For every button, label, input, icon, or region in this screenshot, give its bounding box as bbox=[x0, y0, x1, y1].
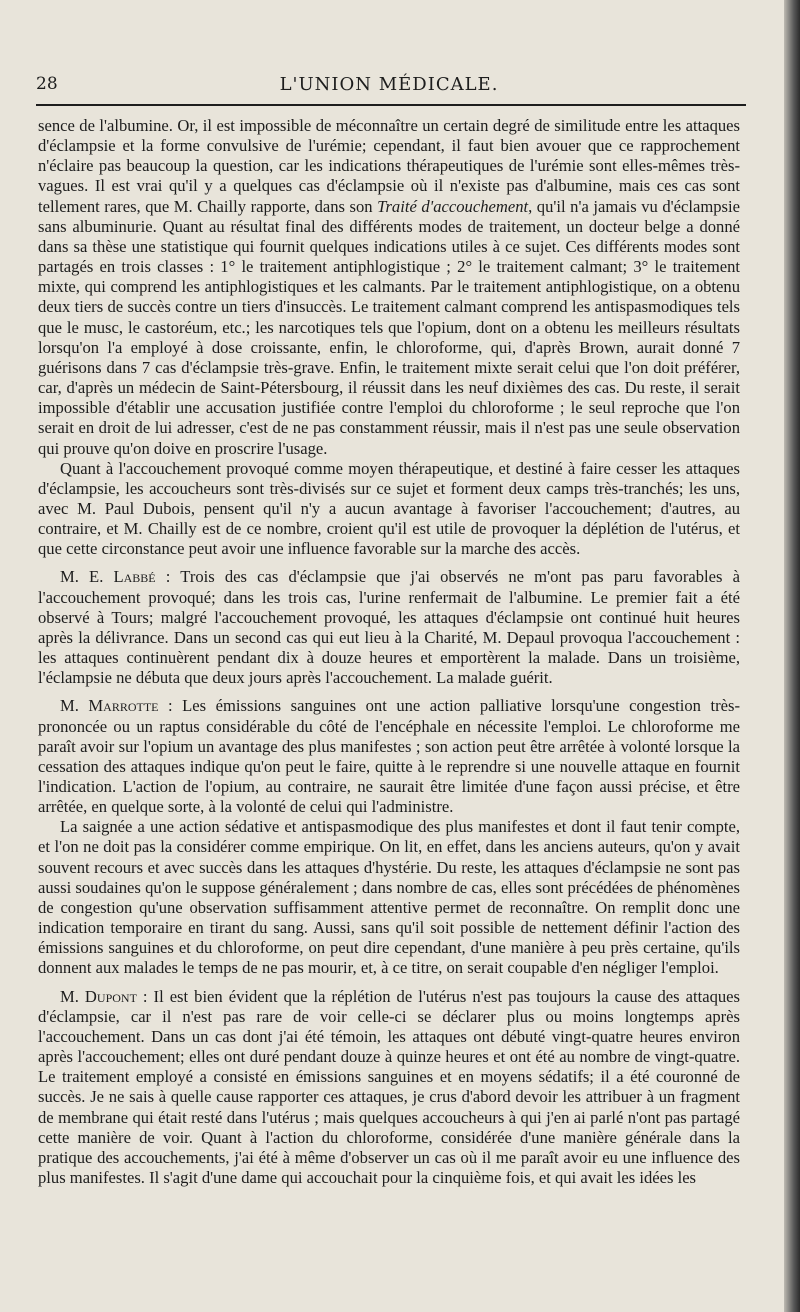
running-title: L'UNION MÉDICALE. bbox=[279, 74, 499, 95]
page-header bbox=[36, 70, 742, 98]
page-number: 28 bbox=[36, 74, 58, 94]
speaker-name: M. Dupont : bbox=[60, 986, 148, 1006]
paragraph-text: Les émissions sanguines ont une action palliative lorsqu'une congestion très-prononcée ou un raptus considérable du côté de l'encéphale en nécessite l'emploi. Le chloroforme me paraît avoir sur l'opium un avantage des plus manifestes ; son action peut être arrêtée à volonté lorsque la cessation des attaques indique qu'on peut le faire, quitte à le reprendre si une nouvelle attaque en fournit l'indication. L'action de l'opium, au contraire, ne saurait être limitée d'une façon aussi précise, et être arrêtée, en quelque sorte, à la volonté de celui qui l'administre. bbox=[38, 696, 740, 817]
article-body bbox=[38, 116, 740, 1188]
paragraph-text: La saignée a une action sédative et antispasmodique des plus manifestes et dont il faut tenir compte, et l'on ne doit pas la considérer comme empirique. On lit, en effet, dans les anciens auteurs, qu'on y avait souvent recours et avec succès dans les attaques d'hystérie. Du reste, les attaques d'éclampsie ne sont pas aussi soudaines qu'on le suppose généralement ; dans nombre de cas, elles sont précédées de phénomènes de congestion qu'une observation suffisamment attentive permet de reconnaître. On remplit donc une indication temporaire en tirant du sang. Aussi, sans qu'il soit possible de nettement définir l'action des émissions sanguines et du chloroforme, on peut dire cependant, d'une manière à peu près certaine, qu'ils donnent aux malades le temps de ne pas mourir, et, à ce titre, on serait coupable d'en négliger l'emploi. bbox=[38, 817, 740, 978]
speaker-name: M. E. Labbé : bbox=[60, 567, 171, 587]
page-edge-shadow bbox=[784, 0, 800, 1312]
speaker-name: M. Marrotte : bbox=[60, 696, 173, 716]
paragraph-text: sence de l'albumine. Or, il est impossible de méconnaître un certain degré de similitude entre les attaques d'éclampsie et la forme convulsive de l'urémie; cependant, il faut bien avouer que ce rapprochement n'éclaire pas beaucoup la question, car les indications thérapeutiques de l'urémie sont elles-mêmes très-vagues. Il est vrai qu'il y a quelques cas d'éclampsie où il n'existe pas d'albumine, mais ces cas sont tellement rares, que M. Chailly rapporte, dans son bbox=[38, 116, 740, 216]
paragraph-labbe bbox=[38, 567, 740, 688]
paragraph-5 bbox=[38, 817, 740, 978]
paragraph-text: Il est bien évident que la réplétion de l'utérus n'est pas toujours la cause des attaques d'éclampsie, car il n'est pas rare de voir celle-ci se déclarer plus ou moins longtemps après l'accouchement. Dans un cas dont j'ai été témoin, les attaques ont débuté vingt-quatre heures environ après l'accouchement; elles ont duré pendant douze à quinze heures et ont été au nombre de vingt-quatre. Le traitement employé a consisté en émissions sanguines et en moyens sédatifs; il a été couronné de succès. Je ne sais à quelle cause rapporter ces attaques, je crus d'abord devoir les attribuer à un fragment de membrane qui était resté dans l'utérus ; mais quelques accoucheurs à qui j'en ai parlé n'ont pas partagé cette manière de voir. Quant à l'action du chloroforme, considérée d'une manière générale dans la pratique des accouchements, j'ai été à même d'observer un cas où il me paraît avoir eu une influence des plus manifestes. Il s'agit d'une dame qui accouchait pour la cinquième fois, et qui avait les idées les bbox=[38, 986, 740, 1187]
paragraph-dupont bbox=[38, 987, 740, 1189]
header-rule bbox=[36, 104, 746, 106]
paragraph-2 bbox=[38, 459, 740, 560]
paragraph-text: Trois des cas d'éclampsie que j'ai observés ne m'ont pas paru favorables à l'accouchement provoqué; dans les trois cas, l'urine renfermait de l'albumine. Le premier fait a été observé à Tours; malgré l'accouchement provoqué, les attaques d'éclampsie ont continué huit heures après la délivrance. Dans un second cas qui eut lieu à la Charité, M. Depaul provoqua l'accouchement : les attaques continuèrent pendant dix à douze heures et emportèrent la malade. Dans un troisième, l'éclampsie ne débuta que deux jours après l'accouchement. La malade guérit. bbox=[38, 567, 740, 688]
paragraph-1 bbox=[38, 116, 740, 459]
book-title: Traité d'accouchement bbox=[377, 196, 529, 216]
paragraph-text: Quant à l'accouchement provoqué comme moyen thérapeutique, et destiné à faire cesser les attaques d'éclampsie, les accoucheurs sont très-divisés sur ce sujet et forment deux camps très-tranchés; les uns, avec M. Paul Dubois, pensent qu'il n'y a aucun avantage à favoriser l'accouchement; d'autres, au contraire, et M. Chailly est de ce nombre, croient qu'il est utile de provoquer la déplétion de l'utérus, et que cette circonstance peut avoir une influence favorable sur la marche des accès. bbox=[38, 458, 740, 559]
paragraph-text: , qu'il n'a jamais vu d'éclampsie sans albuminurie. Quant au résultat final des différents modes de traitement, un docteur belge a donné dans sa thèse une statistique qui fournit quelques indications utiles à ce sujet. Ces différents modes sont partagés en trois classes : 1° le traitement antiphlogistique ; 2° le traitement calmant; 3° le traitement mixte, qui comprend les antiphlogistiques et les calmants. Par le traitement antiphlogistique, on a obtenu deux tiers de succès contre un tiers d'insuccès. Le traitement calmant comprend les antispasmodiques tels que le musc, le castoréum, etc.; les narcotiques tels que l'opium, dont on a obtenu les meilleurs résultats lorsqu'on l'a employé à dose croissante, enfin, le chloroforme, qui, d'après Brown, aurait donné 7 guérisons dans 7 cas d'éclampsie très-grave. Enfin, le traitement mixte serait celui que l'on doit préférer, car, d'après un médecin de Saint-Pétersbourg, il réussit dans les neuf dixièmes des cas. Du reste, il serait impossible d'établir une accusation justifiée contre l'emploi du chloroforme ; le seul reproche que l'on serait en droit de lui adresser, c'est de ne pas constamment réussir, mais il n'est pas une seule observation qui prouve qu'on doive en proscrire l'usage. bbox=[38, 196, 740, 458]
paragraph-marrotte bbox=[38, 696, 740, 817]
